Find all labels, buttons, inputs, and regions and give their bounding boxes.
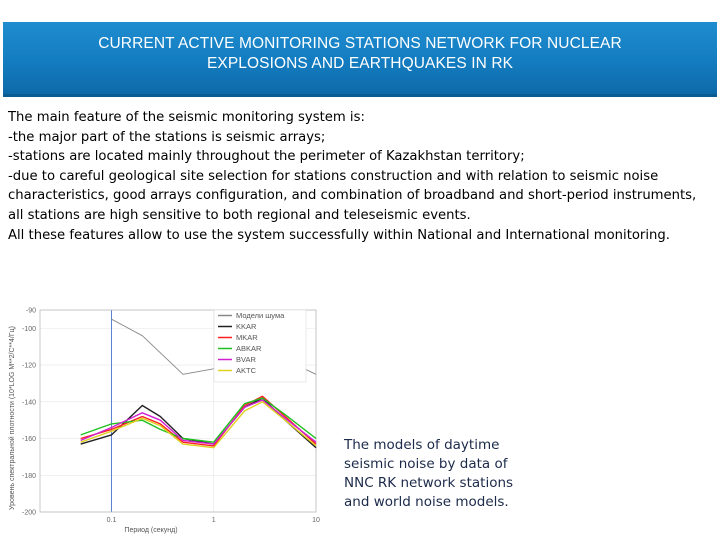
x-axis-label: Период (секунд) <box>124 527 178 534</box>
legend-label: ABKAR <box>236 344 262 353</box>
x-tick-label: 0.1 <box>106 517 117 524</box>
legend-label: BVAR <box>236 355 256 364</box>
y-axis-label: Уровень спектральной плотности (10*LOG М**2/С**4/Гц) <box>9 326 16 510</box>
y-tick-label: -120 <box>21 362 36 370</box>
y-tick-label: -90 <box>25 307 36 315</box>
noise-chart-svg <box>6 296 330 536</box>
y-tick-label: -100 <box>21 325 36 333</box>
y-tick-label: -200 <box>21 509 36 517</box>
slide-header <box>0 0 720 100</box>
slide-title: CURRENT ACTIVE MONITORING STATIONS NETWORK FOR NUCLEAR EXPLOSIONS AND EARTHQUAKES IN RK <box>98 35 622 72</box>
y-tick-label: -140 <box>21 399 36 407</box>
chart-caption: The models of daytime seismic noise by data of NNC RK network stations and world noise models. <box>344 437 514 510</box>
y-tick-label: -180 <box>21 472 36 480</box>
noise-chart <box>6 296 330 536</box>
legend-label: Модели шума <box>236 311 285 320</box>
y-tick-label: -160 <box>21 436 36 444</box>
legend-label: MKAR <box>236 333 258 342</box>
legend-label: AKTC <box>236 366 257 375</box>
legend-label: KKAR <box>236 322 257 331</box>
x-tick-label: 1 <box>211 517 216 524</box>
body-text: The main feature of the seismic monitoring system is: -the major part of the stations is seismic arrays; -stations are located mainly throughout the perimeter of Kazakhstan territory; -due to careful geological site selection for stations construction and with relation to seismic noise characteristics, good arrays configuration, and combination of broadband and short-period instruments, all stations are high sensitive to both regional and teleseismic events. All these features allow to use the system successfully within National and International monitoring. <box>8 110 697 243</box>
x-tick-label: 10 <box>312 517 320 524</box>
